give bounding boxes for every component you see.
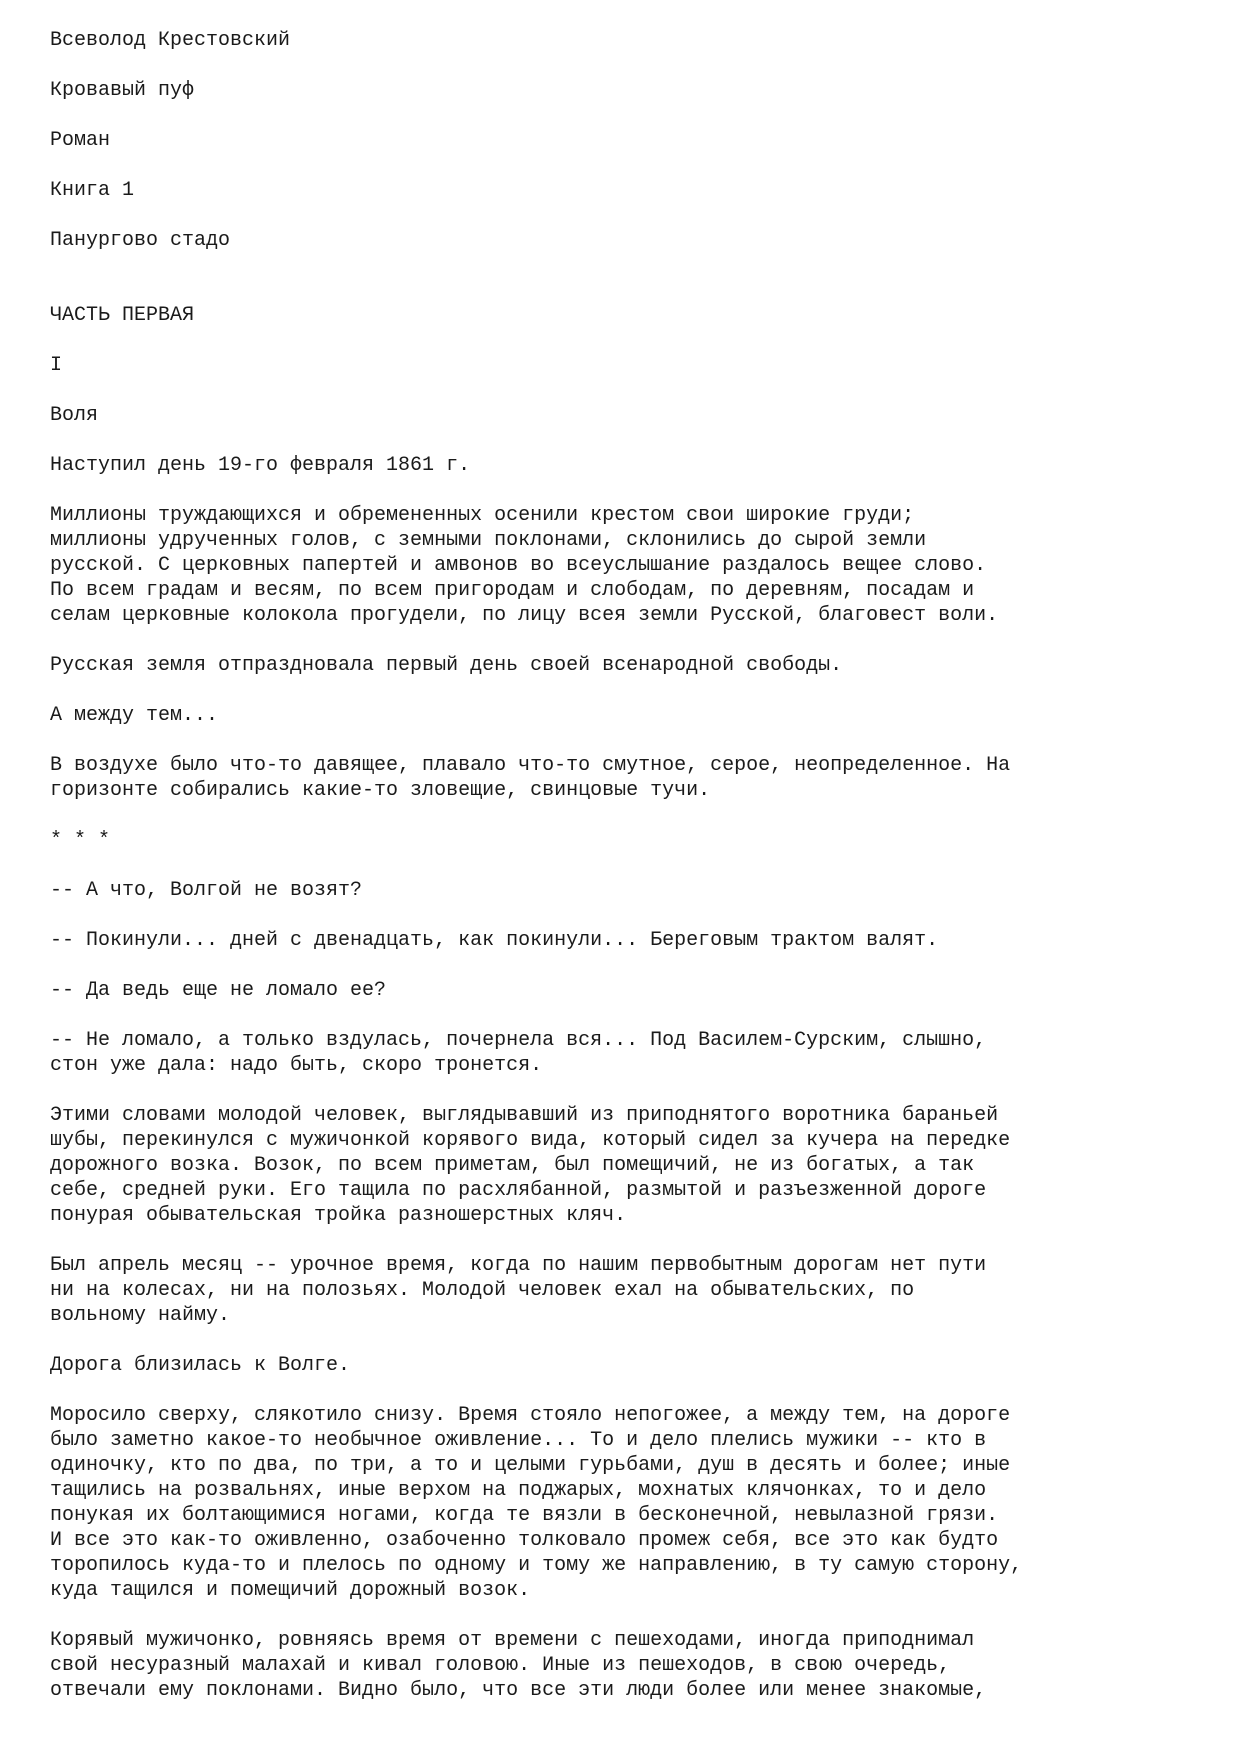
paragraph: А между тем... — [50, 704, 219, 727]
paragraph: Был апрель месяц -- урочное время, когда по нашим первобытным дорогам нет пути ни на колесах, ни на полозьях. Молодой человек ехал на обывательских, по вольному найму. — [50, 1254, 987, 1327]
paragraph: Моросило сверху, слякотило снизу. Время стояло непогожее, а между тем, на дороге было заметно какое-то необычное оживление... То и дело плелись мужики -- кто в одиночку, кто по два, по три, а то и целыми гурьбами, душ в десять и более; иные тащились на розвальнях, иные верхом на поджарых, мохнатых клячонках, то и дело понукая их болтающимися ногами, когда те вязли в бесконечной, невылазной грязи. И все это как-то оживленно, озабоченно толковало промеж себя, все это как будто торопилось куда-то и плелось по одному и тому же направлению, в ту самую сторону, куда тащился и помещичий дорожный возок. — [50, 1404, 1023, 1602]
paragraph: Русская земля отпраздновала первый день своей всенародной свободы. — [50, 654, 843, 677]
document-page — [50, 28, 1200, 1728]
genre-label: Роман — [50, 129, 111, 152]
paragraph: Корявый мужичонко, ровняясь время от времени с пешеходами, иногда приподнимал свой несуразный малахай и кивал головою. Иные из пешеходов, в свою очередь, отвечали ему поклонами. Видно было, что все эти люди более или менее знакомые, — [50, 1629, 987, 1702]
dialogue-line: -- Не ломало, а только вздулась, почернела вся... Под Василем-Сурским, слышно, стон уже дала: надо быть, скоро тронется. — [50, 1029, 987, 1077]
book-title: Кровавый пуф — [50, 79, 195, 102]
book-subtitle: Панургово стадо — [50, 229, 231, 252]
paragraph: Дорога близилась к Волге. — [50, 1354, 351, 1377]
paragraph: Этими словами молодой человек, выглядывавший из приподнятого воротника бараньей шубы, перекинулся с мужичонкой корявого вида, который сидел за кучера на передке дорожного возка. Возок, по всем приметам, был помещичий, не из богатых, а так себе, средней руки. Его тащила по расхлябанной, размытой и разъезженной дороге понурая обывательская тройка разношерстных кляч. — [50, 1104, 1011, 1227]
dialogue-line: -- А что, Волгой не возят? — [50, 879, 363, 902]
dialogue-line: -- Да ведь еще не ломало ее? — [50, 979, 387, 1002]
section-separator: * * * — [50, 829, 111, 852]
paragraph: В воздухе было что-то давящее, плавало что-то смутное, серое, неопределенное. На горизонте собирались какие-то зловещие, свинцовые тучи. — [50, 754, 1011, 802]
author-name: Всеволод Крестовский — [50, 29, 291, 52]
chapter-title: Воля — [50, 404, 99, 427]
dialogue-line: -- Покинули... дней с двенадцать, как покинули... Береговым трактом валят. — [50, 929, 939, 952]
book-number: Книга 1 — [50, 179, 135, 202]
part-title: ЧАСТЬ ПЕРВАЯ — [50, 304, 195, 327]
chapter-number: I — [50, 354, 63, 377]
paragraph: Наступил день 19-го февраля 1861 г. — [50, 454, 471, 477]
paragraph: Миллионы труждающихся и обремененных осенили крестом свои широкие груди; миллионы удрученных голов, с земными поклонами, склонились до сырой земли русской. С церковных папертей и амвонов во всеуслышание раздалось вещее слово. По всем градам и весям, по всем пригородам и слободам, по деревням, посадам и селам церковные колокола прогудели, по лицу всея земли Русской, благовест воли. — [50, 504, 999, 627]
spacer — [50, 278, 1200, 303]
